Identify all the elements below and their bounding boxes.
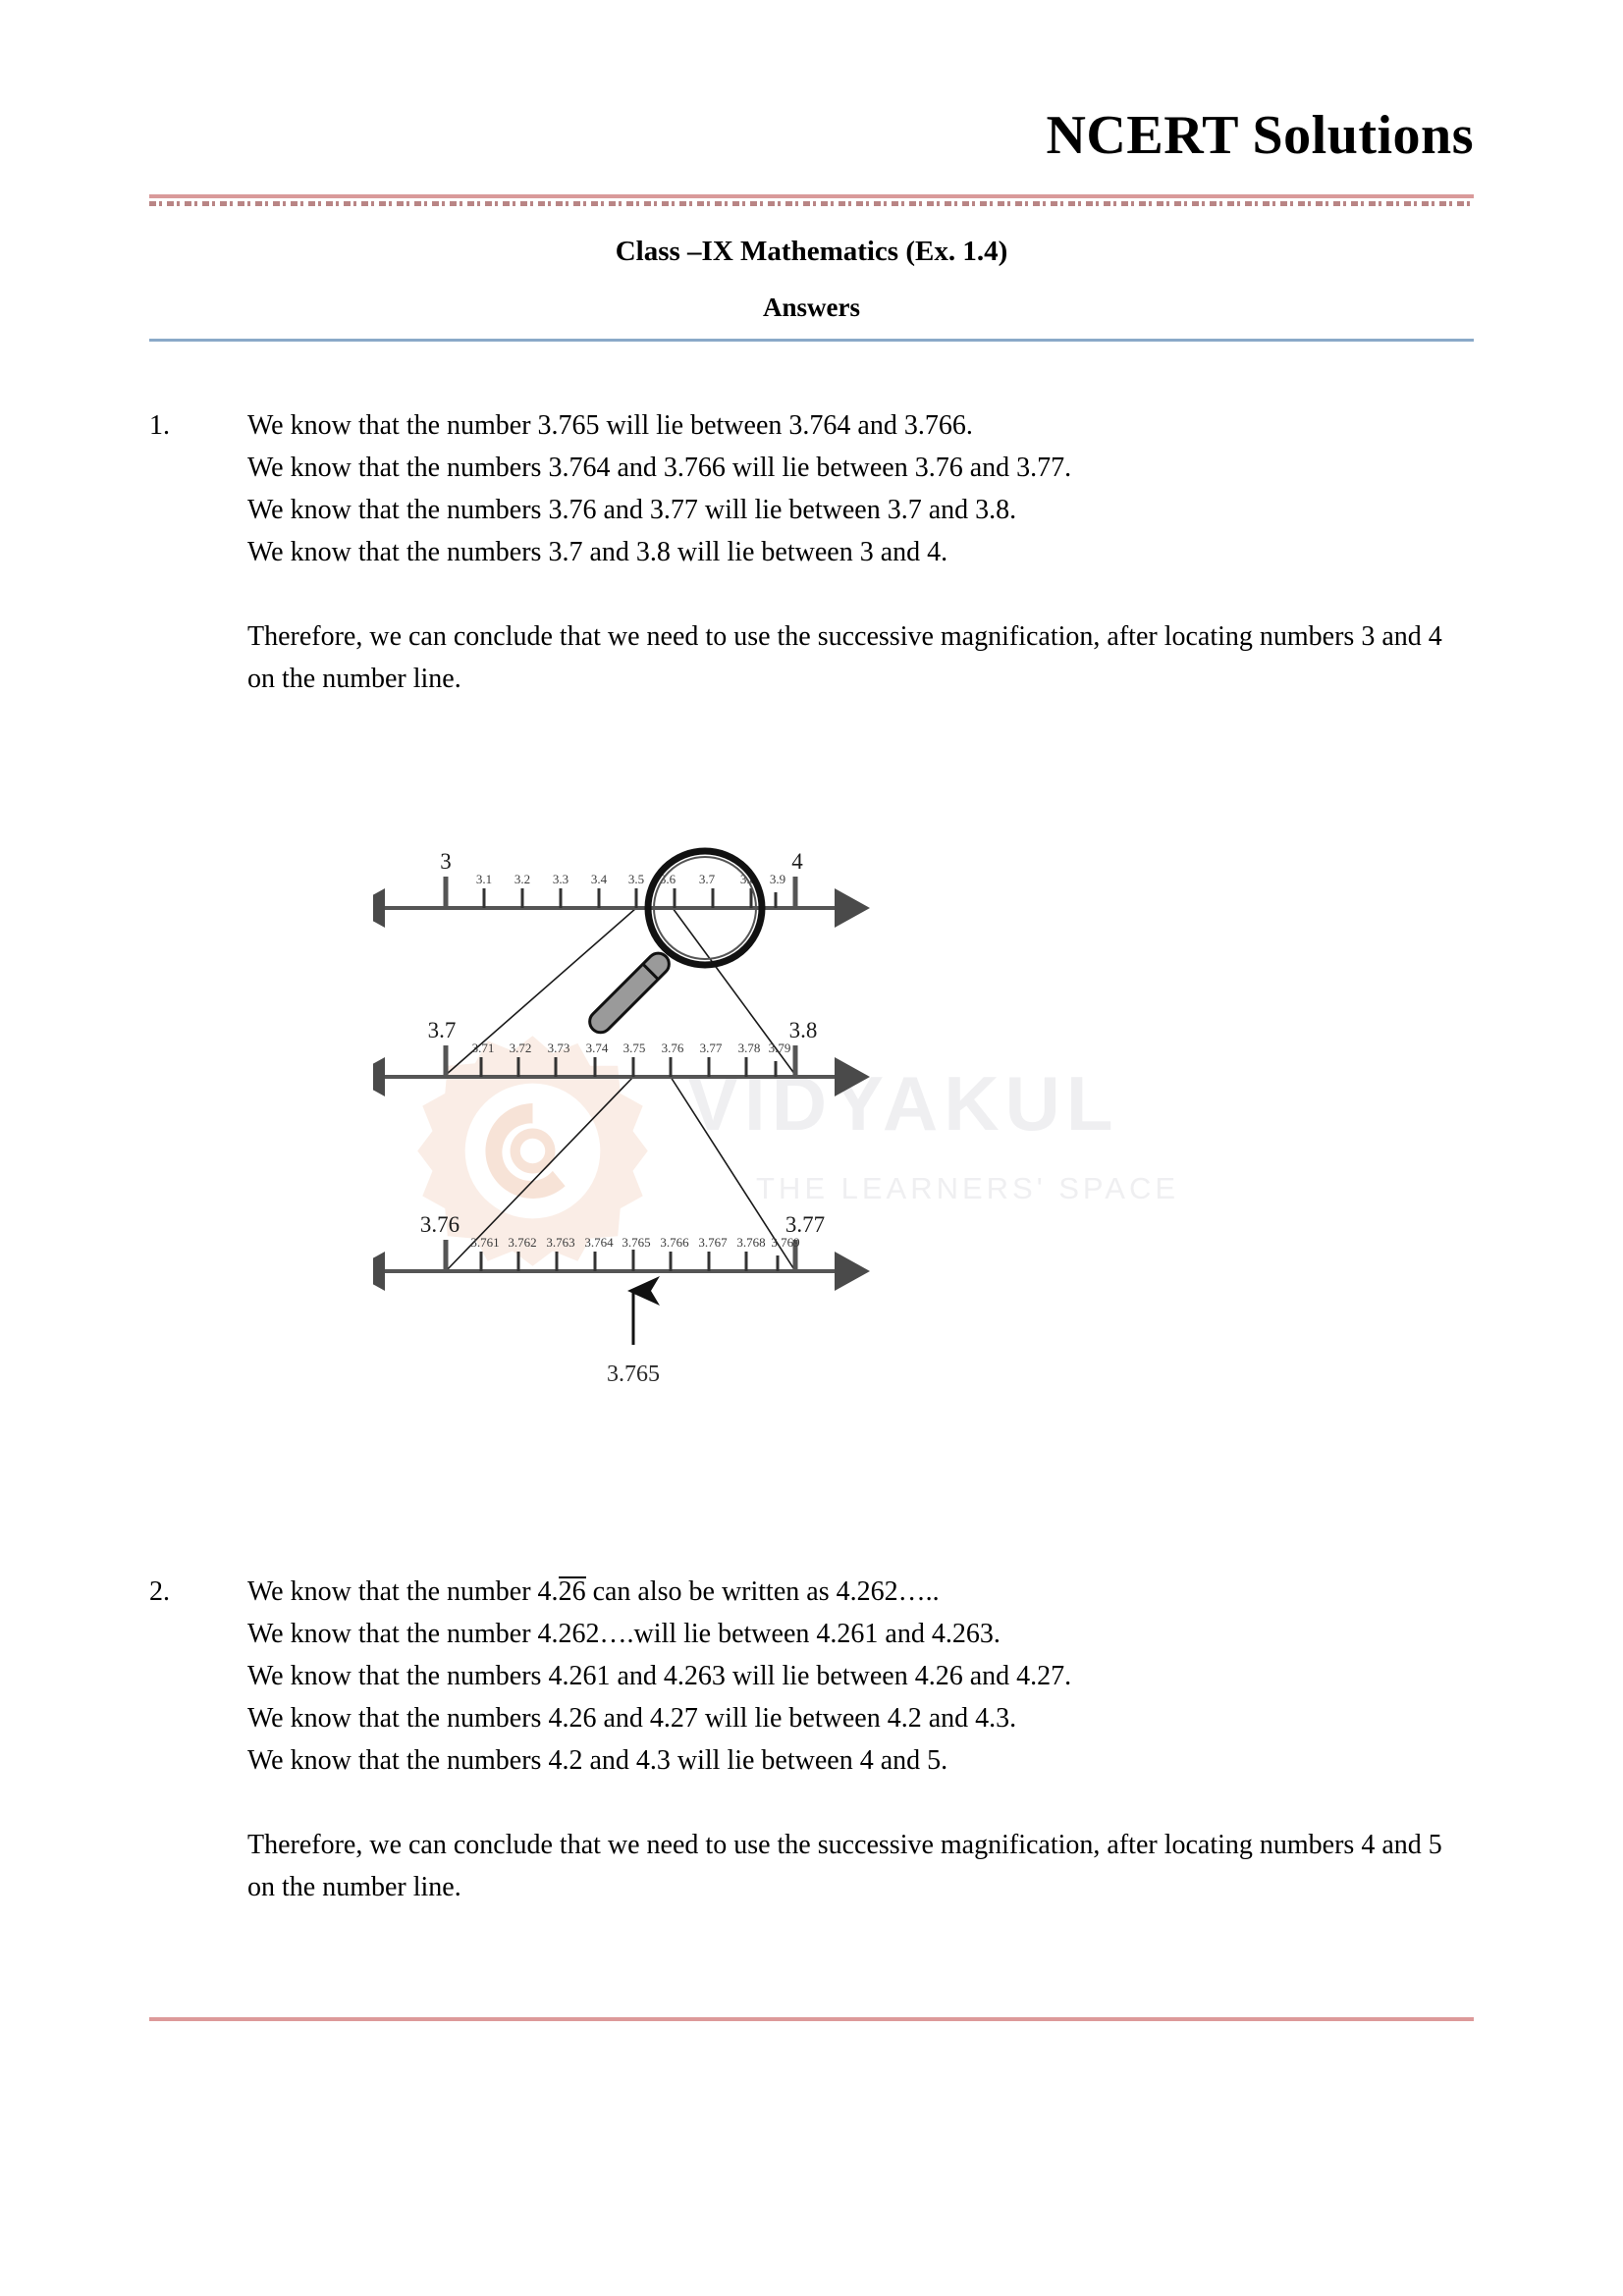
answer-conclusion: Therefore, we can conclude that we need to use the successive magnification, after locating numbers 3 and 4 on the number line. bbox=[247, 621, 1442, 694]
tick-label: 3.77 bbox=[699, 1041, 723, 1055]
tick-label: 3.762 bbox=[508, 1235, 537, 1250]
repeating-decimal-prefix: We know that the number 4. bbox=[247, 1576, 559, 1607]
tick-label: 3.5 bbox=[627, 872, 645, 886]
tick-label: 3.76 bbox=[661, 1041, 684, 1055]
ticks-3 bbox=[481, 1250, 778, 1271]
page-subtitle: Answers bbox=[763, 293, 860, 322]
answer-line: We know that the numbers 4.2 and 4.3 will lie between 4 and 5. bbox=[247, 1745, 948, 1776]
tick-label: 3.75 bbox=[622, 1041, 646, 1055]
brand-title: NCERT Solutions bbox=[1046, 105, 1474, 166]
tick-label: 3.763 bbox=[546, 1235, 575, 1250]
tick-label: 3.72 bbox=[509, 1041, 532, 1055]
tick-label: 3.766 bbox=[660, 1235, 689, 1250]
tick-label: 3.73 bbox=[547, 1041, 570, 1055]
tick-label: 3.765 bbox=[622, 1235, 651, 1250]
tick-labels-1 bbox=[476, 872, 785, 886]
question-1-number: 1. bbox=[149, 410, 170, 441]
tick-label: 3.3 bbox=[552, 872, 569, 886]
title-rule bbox=[149, 339, 1474, 342]
tick-label: 3.74 bbox=[585, 1041, 609, 1055]
tick-label: 3.78 bbox=[737, 1041, 761, 1055]
tick-label: 3.767 bbox=[698, 1235, 728, 1250]
number-line-diagram bbox=[373, 810, 1041, 1458]
answer-line: We know that the numbers 3.76 and 3.77 will lie between 3.7 and 3.8. bbox=[247, 495, 1017, 525]
question-1-body bbox=[247, 404, 1455, 700]
number-line-1 bbox=[385, 849, 835, 908]
tick-label: 3.9 bbox=[769, 872, 786, 886]
magnifier-handle bbox=[585, 949, 674, 1038]
successive-magnification-figure bbox=[373, 810, 1041, 1458]
header-rule-dashed bbox=[149, 201, 1474, 206]
header-rule-solid bbox=[149, 194, 1474, 198]
tick-label: 3.1 bbox=[475, 872, 493, 886]
pointer-3765 bbox=[607, 1291, 660, 1387]
paragraph-gap bbox=[247, 1782, 1455, 1824]
question-2-number: 2. bbox=[149, 1576, 170, 1607]
line-3-left-label: 3.76 bbox=[419, 1212, 460, 1237]
watermark-brand: VIDYAKUL bbox=[687, 1060, 1119, 1147]
tick-label: 3.79 bbox=[768, 1041, 791, 1055]
tick-label: 3.2 bbox=[514, 872, 531, 886]
tick-label: 3.764 bbox=[584, 1235, 614, 1250]
ticks-2 bbox=[481, 1057, 776, 1077]
tick-label: 3.4 bbox=[590, 872, 608, 886]
answer-line: We know that the numbers 3.764 and 3.766 will lie between 3.76 and 3.77. bbox=[247, 453, 1072, 483]
tick-label: 3.7 bbox=[698, 872, 716, 886]
question-2-body bbox=[247, 1571, 1455, 1908]
watermark-tagline: THE LEARNERS' SPACE bbox=[756, 1171, 1180, 1205]
repeating-decimal-overline: 26 bbox=[558, 1576, 586, 1607]
repeating-decimal-suffix: can also be written as 4.262….. bbox=[585, 1576, 940, 1607]
tick-label: 3.761 bbox=[470, 1235, 500, 1250]
answer-line: We know that the numbers 4.261 and 4.263 will lie between 4.26 and 4.27. bbox=[247, 1661, 1072, 1691]
line-2-left-label: 3.7 bbox=[427, 1018, 457, 1042]
page-header bbox=[0, 0, 1623, 226]
ticks-1 bbox=[484, 888, 776, 908]
line-3-right-label: 3.77 bbox=[784, 1212, 826, 1237]
answer-line: We know that the numbers 3.7 and 3.8 will lie between 3 and 4. bbox=[247, 537, 948, 567]
answer-line: We know that the number 4.262….will lie between 4.261 and 4.263. bbox=[247, 1619, 1001, 1649]
tick-label: 3.6 bbox=[659, 872, 676, 886]
tick-labels-3 bbox=[470, 1235, 799, 1250]
tick-label: 3.8 bbox=[739, 872, 757, 886]
tick-labels-2 bbox=[472, 1041, 791, 1055]
answer-line: We know that the numbers 4.26 and 4.27 will lie between 4.2 and 4.3. bbox=[247, 1703, 1017, 1734]
number-line-3 bbox=[385, 1212, 835, 1271]
tick-label: 3.769 bbox=[771, 1235, 800, 1250]
line-2-right-label: 3.8 bbox=[788, 1018, 818, 1042]
tick-label: 3.768 bbox=[736, 1235, 766, 1250]
line-1-left-label: 3 bbox=[440, 849, 452, 874]
answer-conclusion: Therefore, we can conclude that we need to use the successive magnification, after locating numbers 4 and 5 on the number line. bbox=[247, 1830, 1442, 1902]
answer-line-repeating-decimal bbox=[247, 1571, 1455, 1613]
page-title: Class –IX Mathematics (Ex. 1.4) bbox=[615, 236, 1008, 267]
paragraph-gap bbox=[247, 573, 1455, 615]
tick-label: 3.71 bbox=[471, 1041, 495, 1055]
line-1-right-label: 4 bbox=[791, 849, 803, 874]
footer-rule bbox=[149, 2017, 1474, 2021]
pointer-label: 3.765 bbox=[607, 1362, 660, 1387]
answer-line: We know that the number 3.765 will lie between 3.764 and 3.766. bbox=[247, 410, 973, 441]
